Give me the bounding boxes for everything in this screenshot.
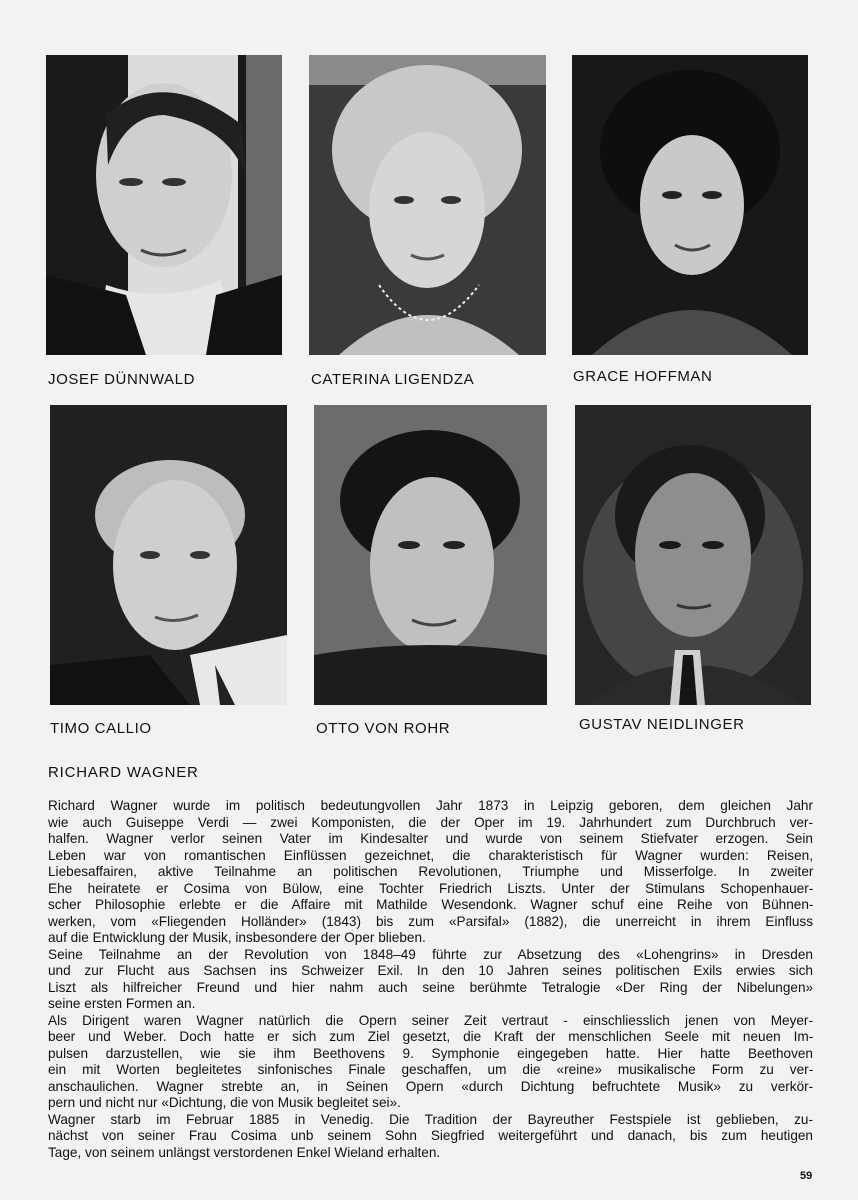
text-line: nächst von seiner Frau Cosima unb seinem Sohn Siegfried weitergeführt und danach, bis zum heutigen [48, 1128, 813, 1143]
portrait-caption: GRACE HOFFMAN [573, 368, 713, 385]
article-body [48, 798, 813, 1161]
portrait-image [314, 405, 547, 705]
text-line: halfen. Wagner verlor seinen Vater im Kindesalter und wurde von seinem Stiefvater erzogen. Sein [48, 831, 813, 846]
portrait-photo-grace-hoffman [572, 55, 808, 355]
portrait-caption: CATERINA LIGENDZA [311, 371, 475, 388]
portrait-photo-timo-callio [50, 405, 287, 705]
portrait-image [50, 405, 287, 705]
portrait-caption: GUSTAV NEIDLINGER [579, 716, 745, 733]
text-line: pulsen darzustellen, wie sie ihm Beethovens 9. Symphonie eingegeben hatte. Hier hatte Beethoven [48, 1045, 813, 1061]
portrait-caption: OTTO VON ROHR [316, 720, 451, 737]
text-line: Wagner starb im Februar 1885 in Venedig. Die Tradition der Bayreuther Festspiele ist geblieben, zu- [48, 1111, 813, 1127]
text-line: auf die Entwicklung der Musik, insbesondere der Oper blieben. [48, 930, 426, 945]
text-line: Seine Teilnahme an der Revolution von 1848–49 führte zur Absetzung des «Lohengrins» in Dresden [48, 946, 813, 962]
portrait-image [572, 55, 808, 355]
portrait-caption: TIMO CALLIO [50, 720, 152, 737]
portrait-photo-gustav-neidlinger [575, 405, 811, 705]
portrait-image [46, 55, 282, 355]
text-line: pern und nicht nur «Dichtung, die von Musik begleitet sei». [48, 1095, 401, 1110]
text-line: Liebesaffairen, aktive Teilnahme an politischen Revolutionen, Triumphe und Misserfolge. In zweiter [48, 864, 814, 879]
text-line: Leben war von romantischen Einflüssen gezeichnet, die charakteristisch für Wagner wurden: Reisen, [48, 847, 813, 863]
text-line: seine ersten Formen an. [48, 996, 196, 1011]
text-line: anschaulichen. Wagner strebte an, in Seinen Opern «durch Dichtung befruchtete Musik» zu verkör- [48, 1078, 814, 1094]
text-line: scher Philosophie erlebte er die Affaire mit Mathilde Wesendonk. Wagner schuf eine Reihe von Bühnen- [48, 897, 814, 912]
text-line: wie auch Guiseppe Verdi — zwei Komponisten, die der Oper im 19. Jahrhundert zum Durchbruch ver- [48, 814, 813, 830]
text-line: Als Dirigent waren Wagner natürlich die Opern seiner Zeit vertraut - einschliesslich jenen von Meyer- [48, 1012, 813, 1028]
page-number: 59 [800, 1170, 813, 1182]
text-line: ein mit Worten begleitetes sinfonisches Finale geschaffen, um die «reine» musikalische Form zu ver- [48, 1062, 814, 1077]
portrait-image [309, 55, 546, 355]
portrait-photo-otto-von-rohr [314, 405, 547, 705]
text-line: werken, vom «Fliegenden Holländer» (1843) bis zum «Parsifal» (1882), die unerreicht in ihrem Einfluss [48, 913, 813, 929]
text-line: Liszt als hilfreicher Freund und hier nahm auch seine berühmte Tetralogie «Der Ring der Nibelungen» [48, 979, 814, 995]
text-line: und zur Flucht aus Sachsen ins Schweizer Exil. In den 10 Jahren seines politischen Exils erwies sich [48, 963, 813, 978]
portrait-caption: JOSEF DÜNNWALD [48, 371, 196, 388]
portrait-image [575, 405, 811, 705]
text-line: Tage, von seinem unlängst verstordenen Enkel Wieland erhalten. [48, 1144, 441, 1160]
article-heading: RICHARD WAGNER [48, 764, 199, 781]
text-line: Ehe heiratete er Cosima von Bülow, eine Tochter Friedrich Liszts. Unter der Stimulans Schopenhauer- [48, 880, 814, 896]
text-line: beer und Weber. Doch hatte er sich zum Ziel gesetzt, die Kraft der menschlichen Seele mit neuen Im- [48, 1029, 814, 1044]
portrait-photo-josef-dunnwald [46, 55, 282, 355]
portrait-photo-caterina-ligendza [309, 55, 546, 355]
text-line: Richard Wagner wurde im politisch bedeutungvollen Jahr 1873 in Leipzig geboren, dem gleichen Jahr [48, 798, 813, 813]
